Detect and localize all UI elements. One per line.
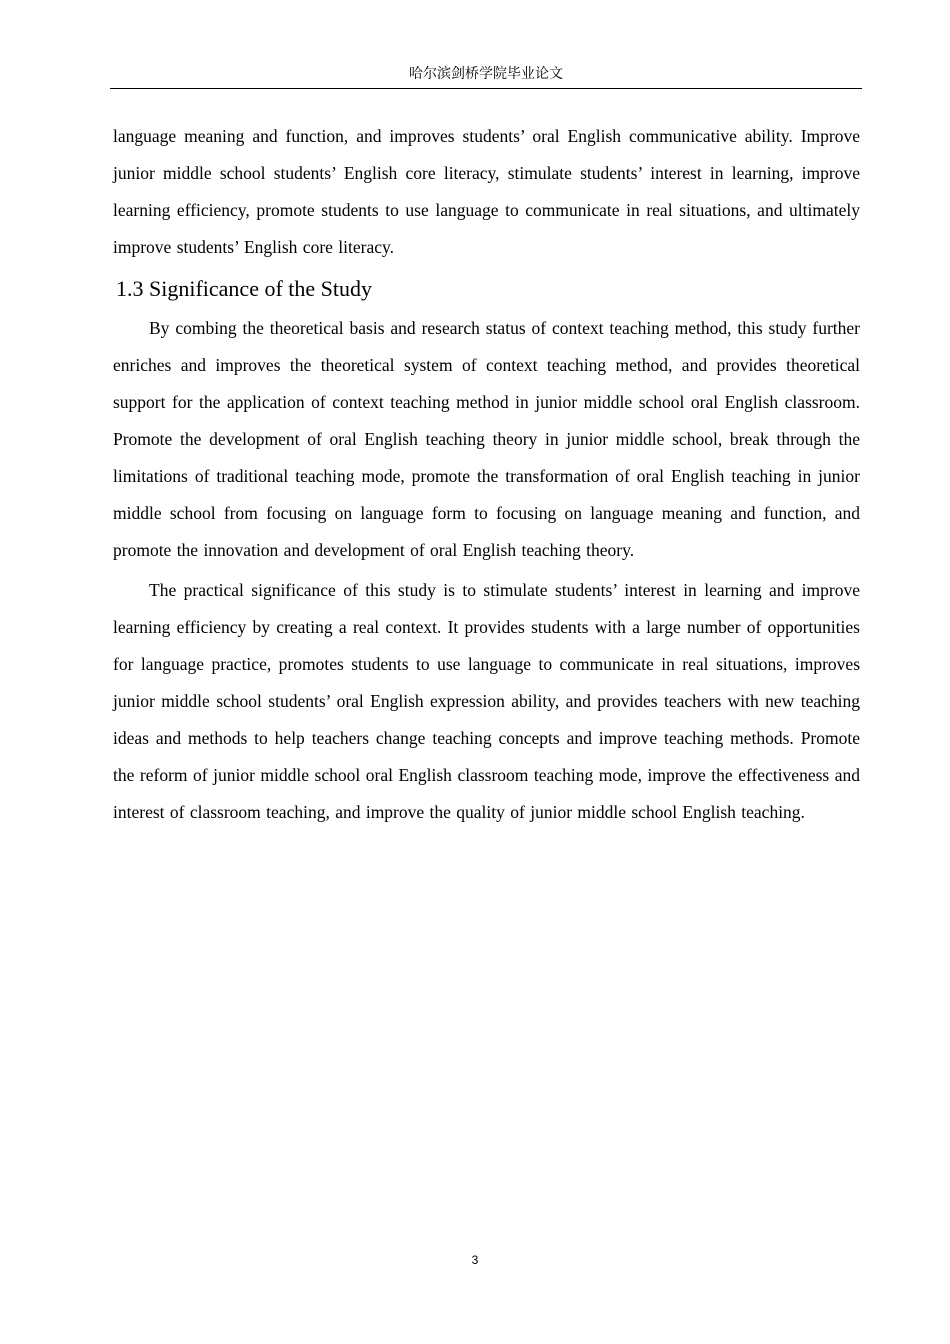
paragraph-theoretical-significance: By combing the theoretical basis and research status of context teaching method, this study further enriches and improves the theoretical system of context teaching method, and provides theoretical support for the application of context teaching method in junior middle school oral English classroom. Promote the development of oral English teaching theory in junior middle school, break through the limitations of traditional teaching mode, promote the transformation of oral English teaching in junior middle school from focusing on language form to focusing on language meaning and function, and promote the innovation and development of oral English teaching theory. [113,318,860,560]
page-header [110,66,862,89]
continued-paragraph: language meaning and function, and improves students’ oral English communicative ability. Improve junior middle school students’ English core literacy, stimulate students’ interest in learning, improve learning efficiency, promote students to use language to communicate in real situations, and ultimately improve students’ English core literacy. [113,126,860,257]
header-title: 哈尔滨剑桥学院毕业论文 [409,67,563,82]
page-number: 3 [471,1253,479,1267]
section-heading: 1.3 Significance of the Study [116,276,373,301]
document-body [113,118,860,831]
paragraph-practical-significance: The practical significance of this study is to stimulate students’ interest in learning and improve learning efficiency by creating a real context. It provides students with a large number of opportunities for language practice, promotes students to use language to communicate in real situations, improves junior middle school students’ oral English expression ability, and provides teachers with new teaching ideas and methods to help teachers change teaching concepts and improve teaching methods. Promote the reform of junior middle school oral English classroom teaching mode, improve the effectiveness and interest of classroom teaching, and improve the quality of junior middle school English teaching. [113,580,860,822]
